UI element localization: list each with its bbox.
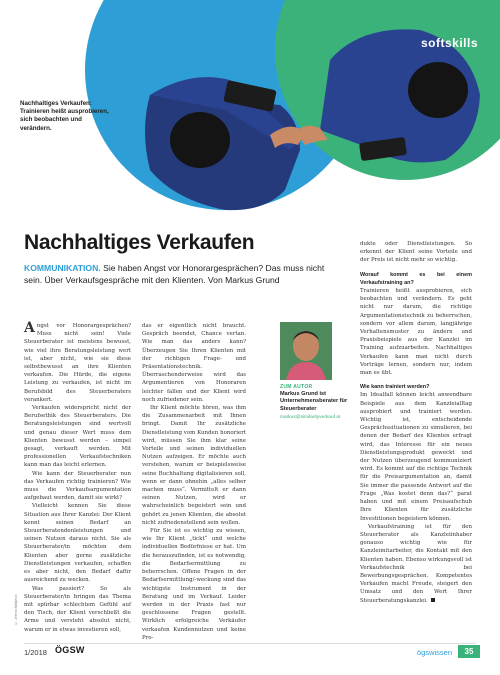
lead-text: Sie haben Angst vor Honorargesprächen? Das muss nicht sein. Über Verkaufsgespräche mit den Klienten. Von Markus Grund — [24, 263, 325, 285]
author-portrait — [280, 322, 332, 380]
article-lead — [24, 263, 344, 286]
paragraph: Für Sie ist es wichtig zu wissen, wie Ihr Klient „tickt“ und welche individuellen Bedürfnisse er hat. Um die herauszufinden, ist es notwendig, die Bedarfsermittlung zu beherrschen. Offene Fragen in der Bedarfsermittlung/-weckung sind das wichtigste Instrument in der Beratung und im Verkauf. Leider werden in der Praxis fast nur geschlossene Fragen gestellt. Wirklich erfolgreiche Verkäufer verkaufen Kundennutzen und keine Pro- — [142, 528, 246, 641]
paragraph: Verkaufen widerspricht nicht der Berufsethik des Steuerberaters. Die Beratungsleistungen sind wertvoll und genau dieser Wert muss dem Klienten bewusst werden – simpel gesagt, verkauft werden. Mit professionellen Verkaufstechniken kann man das leicht erlernen. — [24, 405, 131, 469]
paragraph: dukte oder Dienstleistungen. So erkennt der Klient seine Vorteile und der Preis ist nicht mehr so wichtig. — [360, 241, 472, 264]
paragraph: Trainieren heißt ausprobieren, sich beobachten und verändern. Es geht nicht nur darum, die richtige Argumentationstechnik zu beherrschen, sondern vor allem darum, langjährige Verhaltensmuster zu ändern und Praxisbeispiele aus der Kanzlei im Training aufzuarbeiten. Nachhaltiges Verkaufen kann man nicht durch Vorträge lernen, sondern nur, indem man es übt. — [360, 288, 472, 377]
author-label: ZUM AUTOR — [280, 384, 313, 390]
author-photo — [280, 322, 332, 380]
paragraph: Ihr Klient möchte hören, was ihm die Zusammenarbeit mit Ihnen bringt. Damit Ihr zusätzliche Dienstleistung vom Kunden honoriert wird, müssen Sie ihm klar seine Vorteile und seinen individuellen Nutzen aufzeigen. Er möchte auch verstehen, warum er beispielsweise seine Buchhaltung digitalisieren soll, wenn er dann ohnehin „alles selber machen muss“. Vermittelt er dann seinen Nutzen, wird er wahrscheinlich begeistert sein und gehört zu jenen Klienten, die absolut nicht zufriedenstellend sein wollen. — [142, 405, 246, 526]
footer-section: ögswissen — [416, 648, 452, 657]
end-mark — [431, 598, 435, 602]
author-email[interactable]: markus@similarityverkauf.at — [280, 415, 341, 421]
paragraph: Im Idealfall können leicht anwendbare Beispiele aus dem Kanzleialltag ausprobiert und trainiert werden. Wichtig ist, entscheidende Gesprächssituationen zu simulieren, bei denen der Bedarf des Klienten erfragt wird, das Interesse für ein neues Dienstleistungsprodukt geweckt und der Nutzen überzeugend kommuniziert wird. Es kommt auf die richtige Technik für die Preisargumentation an, damit Sie immer die passende Antwort auf die Frage „Was kostet denn das?“ parat haben und mit einem Preisaufschub Ihre Klienten für zusätzliche Investitionen begeistern können. — [360, 392, 472, 522]
paragraph: Verkaufstraining ist für den Steuerberater als Kanzleiinhaber genauso wichtig wie für Kanzleimitarbeiter, die Kontakt mit den Klienten haben. Ebenso wirkungsvoll ist Verkaufstechnik bei Bewerbungsgesprächen. Kompetentes Verkaufen macht Freude, steigert den Umsatz und den Wert Ihrer Steuerberatungskanzlei. — [360, 523, 472, 604]
issue-number: 1/2018 — [24, 648, 47, 657]
footer-divider — [24, 643, 476, 644]
paragraph: Was passiert? So als Steuerberater/in bringen das Thema mit spürbar schlechtem Gefühl auf den Tisch, der Klient verschließt die Arme und versteht absolut nicht, warum er in etwas investieren soll, — [24, 585, 131, 633]
lead-kicker: KOMMUNIKATION. — [24, 263, 101, 273]
page-number: 35 — [458, 645, 480, 658]
subheading: Wie kann trainiert werden? — [360, 384, 430, 391]
section-label: softskills — [420, 36, 478, 50]
body-column-3 — [360, 240, 472, 605]
author-bio: Markus Grund ist Unternehmensberater für Steuerberater — [280, 391, 348, 412]
drop-cap: A — [24, 320, 35, 336]
paragraph: Angst vor Honorargesprächen? Muss nicht sein! Viele Steuerberater ist meistens bewusst, wie viel ihre Beratungsleistung wert ist, aber nicht, wie sie diese selbstbewusst an ihre Klienten verkaufen. Die Hürde, die eigene Leistung zu verkaufen, ist nicht im Berufsbild des Steuerberaters verankert. — [24, 320, 131, 403]
paragraph: Wie kann der Steuerberater nun das Verkaufen richtig trainieren? Wie muss die Verkaufsargumentation aufgebaut werden, damit sie wirkt? — [24, 470, 131, 502]
image-caption: Nachhaltiges Verkaufen: Trainieren heißt ausprobieren, sich beobachten und verändern. — [20, 100, 109, 132]
paragraph: Vielleicht kennen Sie diese Situation aus Ihrer Kanzlei: Der Klient kennt seinen Bedarf an Steuerberatendenleistungen und seinen Nutzen daraus nicht. Sie als Steuerberater/in möchten dem Klienten aber gerne zusätzliche Dienstleistungen verkaufen, schaffen es aber nicht, den Bedarf dafür ausreichend zu wecken. — [24, 503, 131, 584]
body-column-1 — [24, 322, 131, 634]
paragraph: das er eigentlich nicht braucht. Gespräch beendet, Chance vertan. Wie man das anders kann? Überzeugen Sie Ihren Klienten mit der richtigen Frage- und Präsentationstechnik. Überraschenderweise wird das Argumentieren von Honoraren leichter fallen und der Klient wird noch zufriedener sein. — [142, 323, 246, 403]
photo-credit: © Jelena Matijevic — [14, 594, 18, 625]
body-column-2 — [142, 322, 246, 642]
author-info — [280, 384, 355, 421]
publisher-logo: ÖGSW — [55, 645, 85, 655]
article-title: Nachhaltiges Verkaufen — [24, 231, 255, 254]
subheading: Worauf kommt es bei einem Verkaufstraining an? — [360, 271, 472, 286]
hero-image — [0, 0, 500, 248]
